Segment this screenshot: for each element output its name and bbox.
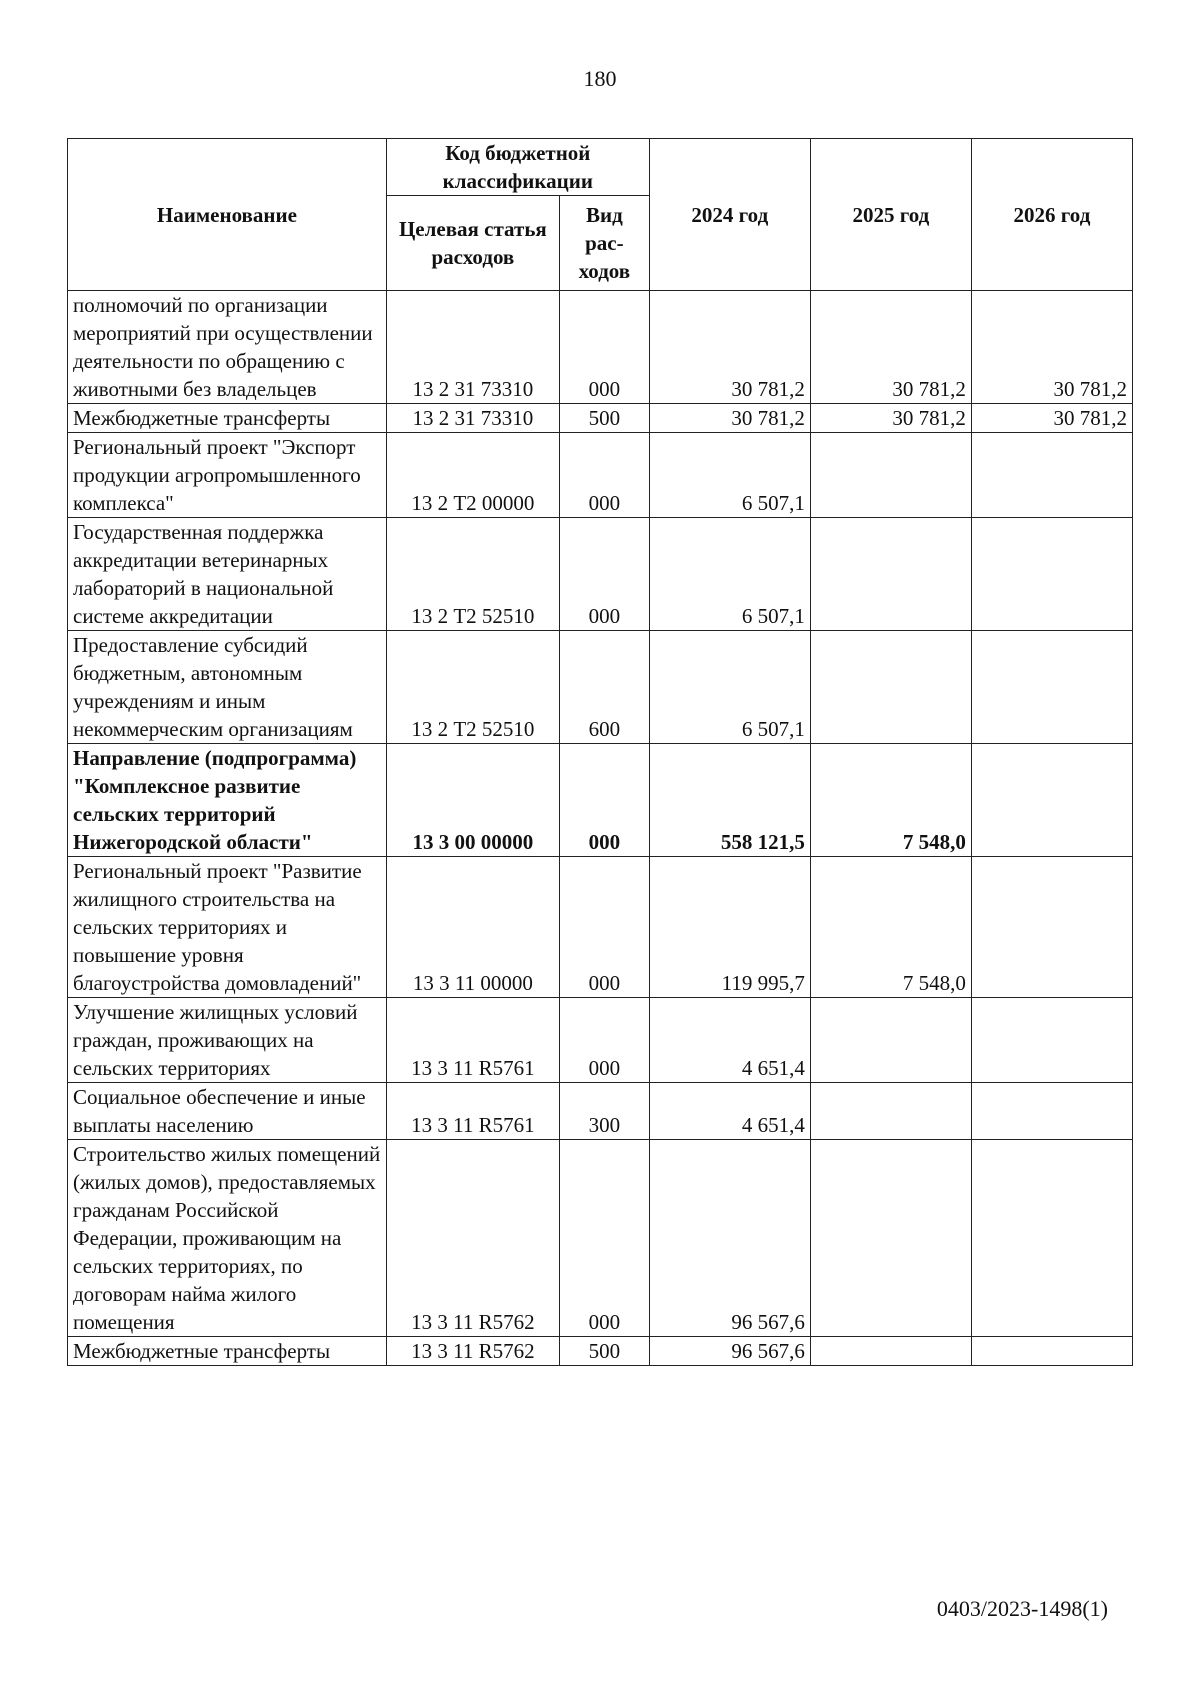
row-2025 bbox=[810, 1140, 971, 1337]
row-vid: 600 bbox=[559, 631, 649, 744]
header-2025: 2025 год bbox=[810, 139, 971, 291]
row-2026 bbox=[971, 857, 1132, 998]
row-vid: 000 bbox=[559, 857, 649, 998]
row-2025: 30 781,2 bbox=[810, 404, 971, 433]
row-code: 13 2 Т2 52510 bbox=[386, 518, 559, 631]
row-2026 bbox=[971, 744, 1132, 857]
row-code: 13 2 Т2 00000 bbox=[386, 433, 559, 518]
row-2025 bbox=[810, 1337, 971, 1366]
row-vid: 000 bbox=[559, 291, 649, 404]
row-2025 bbox=[810, 433, 971, 518]
row-name: Межбюджетные трансферты bbox=[68, 1337, 387, 1366]
header-2026: 2026 год bbox=[971, 139, 1132, 291]
row-code: 13 2 31 73310 bbox=[386, 404, 559, 433]
header-target: Целевая статья расходов bbox=[386, 196, 559, 291]
table-row bbox=[68, 518, 1133, 631]
row-code: 13 3 11 00000 bbox=[386, 857, 559, 998]
row-code: 13 2 Т2 52510 bbox=[386, 631, 559, 744]
header-name: Наименование bbox=[68, 139, 387, 291]
header-2024: 2024 год bbox=[649, 139, 810, 291]
row-name: Улучшение жилищных условий граждан, проживающих на сельских территориях bbox=[68, 998, 387, 1083]
table-body bbox=[68, 291, 1133, 1366]
row-name: Направление (подпрограмма) "Комплексное развитие сельских территорий Нижегородской области" bbox=[68, 744, 387, 857]
row-vid: 300 bbox=[559, 1083, 649, 1140]
row-2026 bbox=[971, 433, 1132, 518]
table-row bbox=[68, 1140, 1133, 1337]
header-code-group: Код бюджетной классификации bbox=[386, 139, 649, 196]
row-2025 bbox=[810, 1083, 971, 1140]
row-2026 bbox=[971, 1337, 1132, 1366]
row-2026: 30 781,2 bbox=[971, 291, 1132, 404]
row-2025: 30 781,2 bbox=[810, 291, 971, 404]
table-row bbox=[68, 433, 1133, 518]
row-2024: 558 121,5 bbox=[649, 744, 810, 857]
row-vid: 000 bbox=[559, 433, 649, 518]
row-vid: 500 bbox=[559, 404, 649, 433]
table-row bbox=[68, 1337, 1133, 1366]
row-name: Строительство жилых помещений (жилых домов), предоставляемых гражданам Российской Федерации, проживающим на сельских территориях, по договорам найма жилого помещения bbox=[68, 1140, 387, 1337]
row-2024: 119 995,7 bbox=[649, 857, 810, 998]
row-code: 13 3 11 R5761 bbox=[386, 1083, 559, 1140]
row-vid: 500 bbox=[559, 1337, 649, 1366]
row-2026: 30 781,2 bbox=[971, 404, 1132, 433]
budget-table bbox=[67, 138, 1133, 1366]
row-vid: 000 bbox=[559, 1140, 649, 1337]
row-2024: 6 507,1 bbox=[649, 631, 810, 744]
row-2024: 96 567,6 bbox=[649, 1337, 810, 1366]
row-2025: 7 548,0 bbox=[810, 857, 971, 998]
table-row bbox=[68, 857, 1133, 998]
row-2025 bbox=[810, 631, 971, 744]
row-vid: 000 bbox=[559, 518, 649, 631]
row-name: Государственная поддержка аккредитации ветеринарных лабораторий в национальной системе аккредитации bbox=[68, 518, 387, 631]
row-name: Предоставление субсидий бюджетным, автономным учреждениям и иным некоммерческим организациям bbox=[68, 631, 387, 744]
row-2025 bbox=[810, 998, 971, 1083]
table-row bbox=[68, 744, 1133, 857]
row-name: Социальное обеспечение и иные выплаты населению bbox=[68, 1083, 387, 1140]
row-code: 13 3 00 00000 bbox=[386, 744, 559, 857]
row-2024: 30 781,2 bbox=[649, 291, 810, 404]
row-2024: 6 507,1 bbox=[649, 518, 810, 631]
row-name: Региональный проект "Развитие жилищного строительства на сельских территориях и повышение уровня благоустройства домовладений" bbox=[68, 857, 387, 998]
row-2025 bbox=[810, 518, 971, 631]
document-code: 0403/2023-1498(1) bbox=[936, 1596, 1108, 1621]
table-row bbox=[68, 291, 1133, 404]
row-2024: 6 507,1 bbox=[649, 433, 810, 518]
row-vid: 000 bbox=[559, 744, 649, 857]
row-name: Региональный проект "Экспорт продукции агропромышленного комплекса" bbox=[68, 433, 387, 518]
table-row bbox=[68, 1083, 1133, 1140]
row-2026 bbox=[971, 1083, 1132, 1140]
row-2024: 96 567,6 bbox=[649, 1140, 810, 1337]
row-code: 13 3 11 R5761 bbox=[386, 998, 559, 1083]
row-2024: 4 651,4 bbox=[649, 1083, 810, 1140]
table-row bbox=[68, 998, 1133, 1083]
table-row bbox=[68, 631, 1133, 744]
row-2026 bbox=[971, 1140, 1132, 1337]
row-2024: 30 781,2 bbox=[649, 404, 810, 433]
row-code: 13 2 31 73310 bbox=[386, 291, 559, 404]
row-vid: 000 bbox=[559, 998, 649, 1083]
row-2026 bbox=[971, 518, 1132, 631]
row-code: 13 3 11 R5762 bbox=[386, 1140, 559, 1337]
row-code: 13 3 11 R5762 bbox=[386, 1337, 559, 1366]
row-2026 bbox=[971, 998, 1132, 1083]
row-2025: 7 548,0 bbox=[810, 744, 971, 857]
row-2024: 4 651,4 bbox=[649, 998, 810, 1083]
table-row bbox=[68, 404, 1133, 433]
row-name: Межбюджетные трансферты bbox=[68, 404, 387, 433]
page-number: 180 bbox=[583, 66, 617, 91]
header-vid: Вид рас-ходов bbox=[559, 196, 649, 291]
row-name: полномочий по организации мероприятий при осуществлении деятельности по обращению с животными без владельцев bbox=[68, 291, 387, 404]
row-2026 bbox=[971, 631, 1132, 744]
